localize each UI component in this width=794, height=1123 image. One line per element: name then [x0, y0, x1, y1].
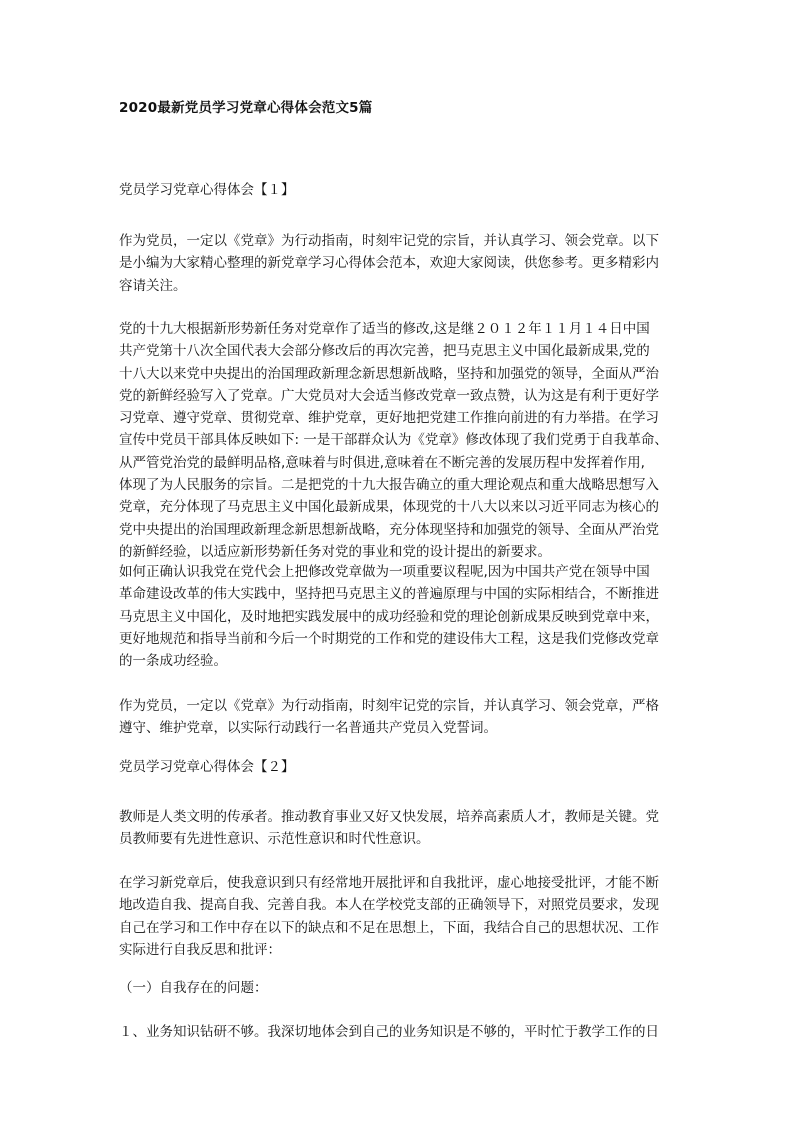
text-line: 自己在学习和工作中存在以下的缺点和不足在思想上，下面，我结合自己的思想状况、工作 — [119, 919, 659, 936]
paragraph-6 — [119, 872, 675, 961]
text-line: 从严管党治党的最鲜明品格,意味着与时俱进,意味着在不断完善的发展历程中发挥着作用, — [119, 454, 645, 471]
text-line: 体现了为人民服务的宗旨。二是把党的十九大报告确立的重大理论观点和重大战略思想写入 — [119, 477, 659, 494]
text-line: 教师是人类文明的传承者。推动教育事业又好又快发展，培养高素质人才，教师是关键。党 — [119, 809, 659, 825]
text-line: 党的新鲜经验写入了党章。广大党员对大会适当修改党章一致点赞，认为这是有利于更好学 — [119, 387, 659, 404]
text-line: 地改造自我、提高自我、完善自我。本人在学校党支部的正确领导下，对照党员要求，发现 — [119, 897, 659, 914]
text-line: 遵守、维护党章，以实际行动践行一名普通共产党员入党誓词。 — [119, 720, 497, 737]
text-line: 党中央提出的治国理政新理念新思想新战略，充分体现坚持和加强党的领导、全面从严治党 — [119, 521, 659, 538]
text-line: 员教师要有先进性意识、示范性意识和时代性意识。 — [119, 831, 430, 848]
text-line: 如何正确认识我党在党代会上把修改党章做为一项重要议程呢,因为中国共产党在领导中国 — [119, 564, 650, 580]
text-line: 革命建设改革的伟大实践中，坚持把马克思主义的普遍原理与中国的实际相结合，不断推进 — [119, 586, 659, 603]
document-title: 2020最新党员学习党章心得体会范文5篇 — [119, 100, 373, 116]
text-line: 容请关注。 — [119, 277, 187, 294]
paragraph-2 — [119, 318, 675, 563]
text-line: 党的十九大根据新形势新任务对党章作了适当的修改,这是继２０１２年１１月１４日中国 — [119, 321, 650, 337]
section-heading-2: 党员学习党章心得体会【２】 — [119, 759, 295, 775]
text-line: 的新鲜经验，以适应新形势新任务对党的事业和党的设计提出的新要求。 — [119, 543, 551, 560]
paragraph-7 — [119, 1021, 675, 1043]
subheading-problems: （一）自我存在的问题： — [119, 980, 268, 996]
paragraph-1 — [119, 230, 675, 297]
text-line: 党章，充分体现了马克思主义中国化最新成果，体现党的十八大以来以习近平同志为核心的 — [119, 499, 659, 516]
text-line: 更好地规范和指导当前和今后一个时期党的工作和党的建设伟大工程，这是我们党修改党章 — [119, 630, 659, 647]
paragraph-4 — [119, 695, 675, 740]
text-line: １、业务知识钻研不够。我深切地体会到自己的业务知识是不够的，平时忙于教学工作的日 — [119, 1024, 659, 1040]
text-line: 习党章、遵守党章、贯彻党章、维护党章，更好地把党建工作推向前进的有力举措。在学习 — [119, 410, 659, 427]
text-line: 十八大以来党中央提出的治国理政新理念新思想新战略，坚持和加强党的领导，全面从严治 — [119, 365, 659, 382]
text-line: 共产党第十八次全国代表大会部分修改后的再次完善，把马克思主义中国化最新成果,党的 — [119, 343, 650, 360]
text-line: 在学习新党章后，使我意识到只有经常地开展批评和自我批评，虚心地接受批评，才能不断 — [119, 875, 659, 891]
text-line: 的一条成功经验。 — [119, 653, 227, 670]
text-line: 是小编为大家精心整理的新党章学习心得体会范本，欢迎大家阅读，供您参考。更多精彩内 — [119, 255, 659, 272]
paragraph-5 — [119, 806, 675, 851]
text-line: 马克思主义中国化，及时地把实践发展中的成功经验和党的理论创新成果反映到党章中来， — [119, 608, 659, 625]
text-line: 作为党员，一定以《党章》为行动指南，时刻牢记党的宗旨，并认真学习、领会党章。以下 — [119, 233, 659, 249]
section-heading-1: 党员学习党章心得体会【１】 — [119, 182, 295, 198]
text-line: 作为党员，一定以《党章》为行动指南，时刻牢记党的宗旨，并认真学习、领会党章，严格 — [119, 698, 659, 714]
text-line: 宣传中党员干部具体反映如下: 一是干部群众认为《党章》修改体现了我们党勇于自我革命、 — [119, 432, 668, 449]
text-line: 实际进行自我反思和批评： — [119, 941, 281, 958]
paragraph-3 — [119, 561, 675, 672]
